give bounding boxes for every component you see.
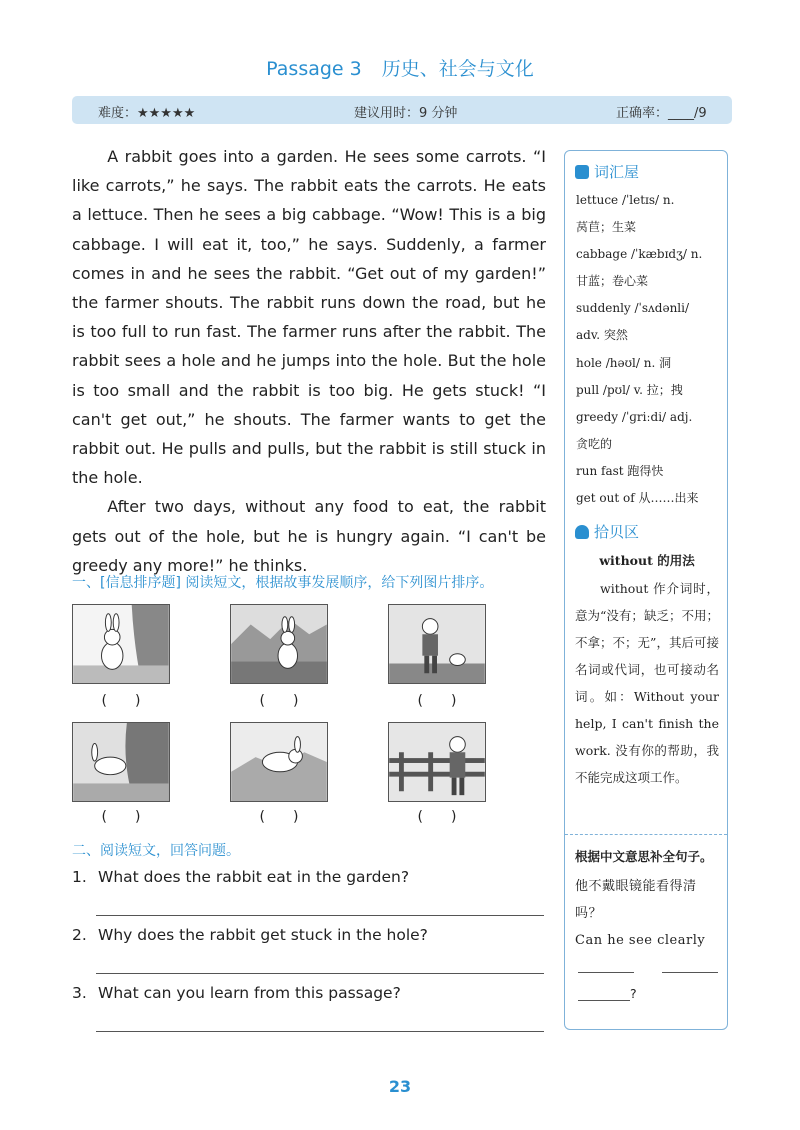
dashed-divider <box>565 834 727 835</box>
section-2-title: 二、阅读短文，回答问题。 <box>72 843 240 859</box>
vocab-line: run fast 跑得快 <box>576 463 664 478</box>
page-number: 23 <box>388 1077 412 1096</box>
vocab-line: greedy /ˈɡriːdi/ adj. <box>576 409 693 424</box>
section-1-title: 一、[信息排序题] 阅读短文，根据故事发展顺序，给下列图片排序。 <box>72 575 494 591</box>
exercise-body <box>575 873 721 954</box>
passage-paragraph-2: After two days, without any food to eat, the rabbit gets out of the hole, but he is hungry again. “I can't be greedy any more!” he thinks. <box>72 497 546 575</box>
question-3 <box>72 984 401 1002</box>
vocab-line: pull /pʊl/ v. 拉；拽 <box>576 382 683 397</box>
vocab-line: 贪吃的 <box>576 436 613 451</box>
passage-paragraph-1: A rabbit goes into a garden. He sees some carrots. “I like carrots,” he says. The rabbit eats the carrots. He eats a lettuce. Then he sees a big cabbage. “Wow! This is a big cabbage. I will eat it, too,” he says. Suddenly, a farmer comes in and he sees the rabbit. “Get out of my garden!” the farmer shouts. The rabbit runs down the road, but he is too full to run fast. The farmer runs after the rabbit. The rabbit sees a hole and he jumps into the hole. But the hole is too small and the rabbit is too big. He gets stuck! “I can't get out,” he shouts. The farmer wants to get the rabbit out. He pulls and pulls, but the rabbit is still stuck in the hole. <box>72 147 546 488</box>
question-text: Why does the rabbit get stuck in the hole? <box>98 926 428 944</box>
vocab-line: hole /həʊl/ n. 洞 <box>576 355 672 370</box>
answer-paren[interactable]: ( ) <box>259 693 299 709</box>
answer-line-2[interactable] <box>96 973 544 974</box>
difficulty-label: 难度：★★★★★ <box>98 106 196 121</box>
picture-farmer-fence <box>388 722 486 802</box>
note-body <box>575 575 719 791</box>
vocab-heading <box>575 161 639 182</box>
passage-text <box>72 142 546 580</box>
vocab-line: 莴苣；生菜 <box>576 220 637 235</box>
passage-number: Passage 3 <box>266 58 362 80</box>
picture-rabbit-alone <box>72 604 170 684</box>
vocab-line: cabbage /ˈkæbɪdʒ/ n. <box>576 247 703 262</box>
answer-paren[interactable]: ( ) <box>101 693 141 709</box>
shell-heading-label: 拾贝区 <box>594 523 640 541</box>
answer-paren[interactable]: ( ) <box>417 693 457 709</box>
question-text: What does the rabbit eat in the garden? <box>98 868 410 886</box>
passage-topic: 历史、社会与文化 <box>381 58 534 80</box>
book-icon <box>575 165 589 179</box>
vocab-line: adv. 突然 <box>576 328 628 343</box>
exercise-chinese: 他不戴眼镜能看得清吗？ <box>575 879 697 921</box>
answer-paren[interactable]: ( ) <box>101 809 141 825</box>
info-bar <box>72 96 732 124</box>
question-text: What can you learn from this passage? <box>98 984 401 1002</box>
note-text: without 作介词时，意为“没有；缺乏；不用；不拿；不；无”，其后可接名词或代词，也可接动名词。如：Without your help, I can't finish the work. 没有你的帮助，我不能完成这项工作。 <box>575 581 719 785</box>
vocab-heading-label: 词汇屋 <box>594 163 640 181</box>
vocab-line: lettuce /ˈletɪs/ n. <box>576 193 675 207</box>
vocab-line: get out of 从……出来 <box>576 491 699 506</box>
answer-paren[interactable]: ( ) <box>259 809 299 825</box>
vocab-list <box>576 187 726 512</box>
time-label: 建议用时：9 分钟 <box>354 106 458 121</box>
picture-rabbit-garden <box>230 604 328 684</box>
exercise-title: 根据中文意思补全句子。 <box>575 849 713 864</box>
picture-rabbit-hole <box>72 722 170 802</box>
sidebar-panel <box>564 150 728 1030</box>
picture-rabbit-running <box>230 722 328 802</box>
vocab-line: suddenly /ˈsʌdənli/ <box>576 301 690 316</box>
exercise-blank-1[interactable] <box>578 972 634 973</box>
question-1 <box>72 868 409 886</box>
question-number: 2. <box>72 926 87 944</box>
question-number: 1. <box>72 868 87 886</box>
vocab-line: 甘蓝；卷心菜 <box>576 274 649 289</box>
note-title: without 的用法 <box>599 553 695 568</box>
exercise-blank-2[interactable] <box>662 972 718 973</box>
accuracy-label: 正确率：____/9 <box>616 106 707 121</box>
exercise-english: Can he see clearly <box>575 933 706 948</box>
exercise-blank-3[interactable] <box>578 1000 630 1001</box>
answer-line-3[interactable] <box>96 1031 544 1032</box>
answer-line-1[interactable] <box>96 915 544 916</box>
question-number: 3. <box>72 984 87 1002</box>
shell-icon <box>575 525 589 539</box>
answer-paren[interactable]: ( ) <box>417 809 457 825</box>
page-title <box>0 54 800 81</box>
exercise-question-mark: ? <box>630 986 637 1001</box>
shell-heading <box>575 521 639 542</box>
question-2 <box>72 926 428 944</box>
picture-farmer-pulling <box>388 604 486 684</box>
